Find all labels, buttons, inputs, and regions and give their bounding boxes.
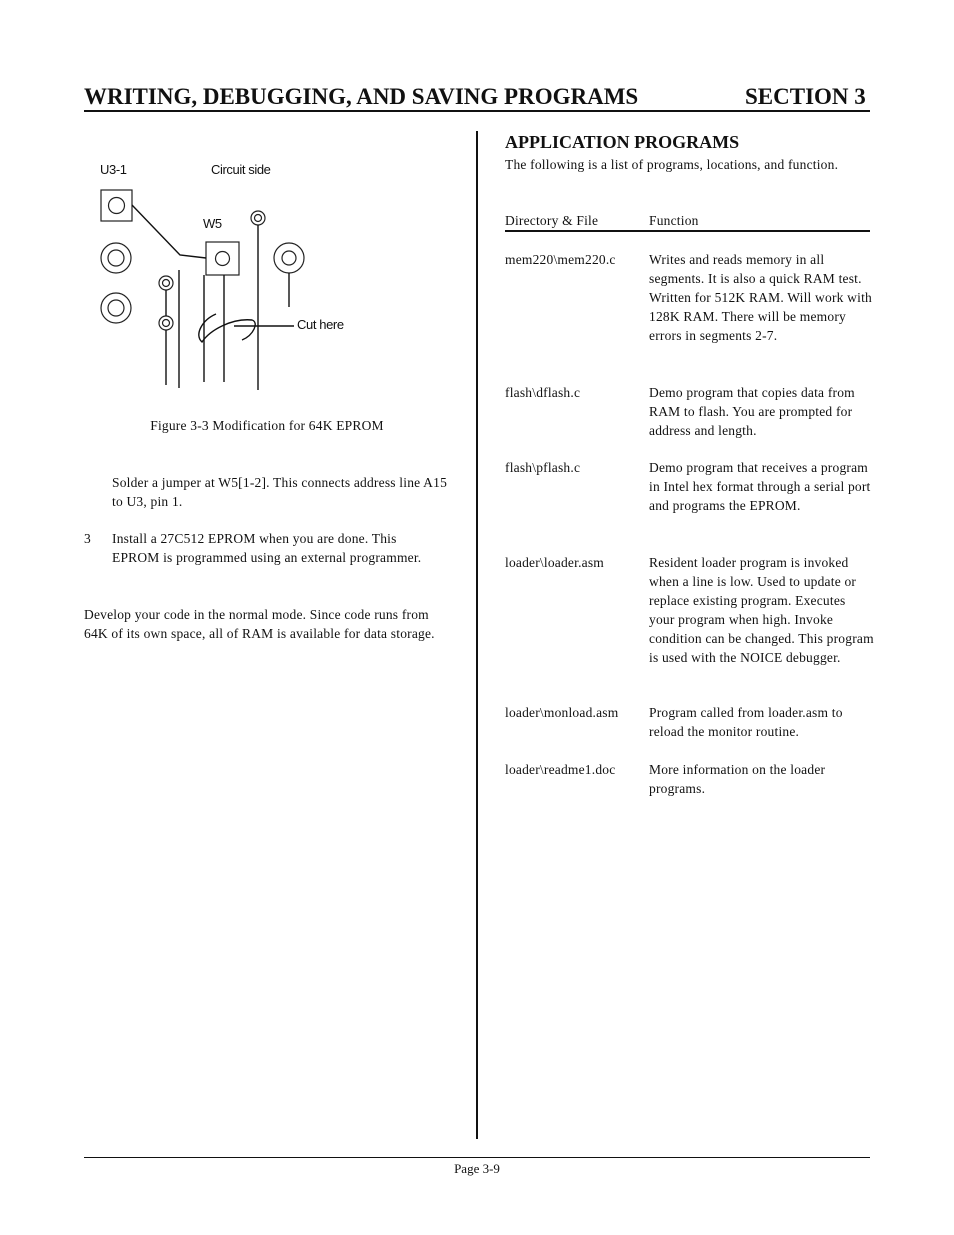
w5-hole — [216, 252, 230, 266]
pad-left-upper-hole — [108, 250, 124, 266]
circuit-diagram — [84, 150, 444, 400]
trace-u3-to-w5 — [132, 205, 206, 258]
figure-caption: Figure 3-3 Modification for 64K EPROM — [150, 418, 384, 433]
pad-right-hole — [282, 251, 296, 265]
table-header-file: Directory & File — [505, 213, 599, 228]
pad-left-upper — [101, 243, 131, 273]
column-divider — [476, 131, 478, 1139]
label-cut-here: Cut here — [297, 317, 344, 332]
row-file: mem220\mem220.c — [505, 252, 616, 267]
row-file: loader\monload.asm — [505, 705, 619, 720]
table-header-function: Function — [649, 213, 699, 228]
label-u3: U3-1 — [100, 162, 127, 177]
page-header-title: WRITING, DEBUGGING, AND SAVING PROGRAMS — [84, 84, 639, 109]
cut-mark — [199, 314, 255, 342]
row-function: Writes and reads memory in all segments. It is also a quick RAM test. Written for 512K RAM. Will work with 128K RAM. There will be memory errors in segments 2-7. — [649, 252, 872, 343]
step-solder-text: Solder a jumper at W5[1-2]. This connects address line A15 to U3, pin 1. — [112, 475, 448, 509]
page-header-section: SECTION 3 — [745, 84, 866, 109]
pad-left-lower — [101, 293, 131, 323]
intro-text: The following is a list of programs, locations, and function. — [505, 157, 839, 172]
row-function: Demo program that copies data from RAM to flash. You are prompted for address and length. — [649, 385, 855, 438]
w5-pad — [206, 242, 239, 275]
label-w5: W5 — [203, 216, 222, 231]
pad-right — [274, 243, 304, 273]
step3-number: 3 — [84, 531, 91, 546]
table-header-rule — [505, 230, 870, 232]
u3-pin1-hole — [109, 198, 125, 214]
develop-paragraph: Develop your code in the normal mode. Since code runs from 64K of its own space, all of RAM is available for data storage. — [84, 607, 435, 641]
footer-rule — [84, 1157, 870, 1158]
application-programs-title: APPLICATION PROGRAMS — [505, 132, 740, 152]
row-file: loader\readme1.doc — [505, 762, 616, 777]
row-function: Program called from loader.asm to reload the monitor routine. — [649, 705, 843, 739]
step3-text: Install a 27C512 EPROM when you are done. This EPROM is programmed using an external programmer. — [112, 531, 422, 565]
row-file: flash\dflash.c — [505, 385, 581, 400]
row-file: loader\loader.asm — [505, 555, 604, 570]
row-function: More information on the loader programs. — [649, 762, 826, 796]
row-function: Demo program that receives a program in Intel hex format through a serial port and programs the EPROM. — [649, 460, 871, 513]
circuit-figure — [84, 150, 444, 400]
row-file: flash\pflash.c — [505, 460, 581, 475]
page-number: Page 3-9 — [454, 1161, 500, 1176]
u3-pin1-pad — [101, 190, 132, 221]
pad-left-lower-hole — [108, 300, 124, 316]
header-rule — [84, 110, 870, 112]
label-circuit-side: Circuit side — [211, 162, 271, 177]
row-function: Resident loader program is invoked when a line is low. Used to update or replace existing program. Executes your program when high. Invoke condition can be changed. This program is used with the NOICE debugger. — [649, 555, 874, 665]
